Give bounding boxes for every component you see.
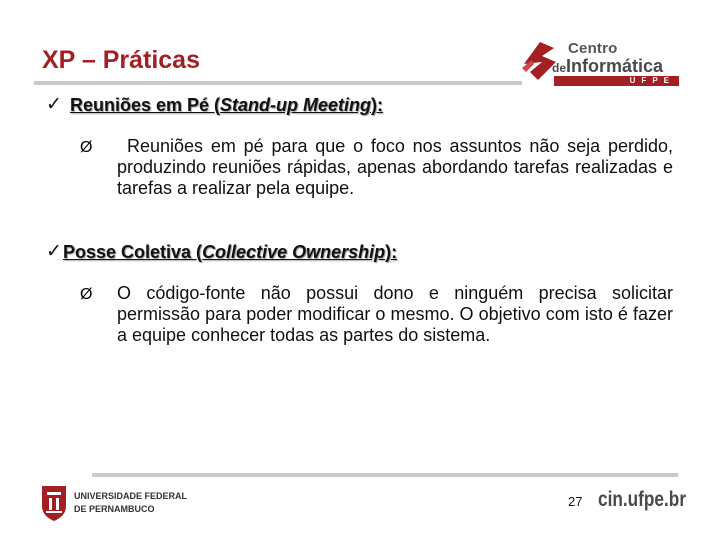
cin-logo-prefix: de [552,61,567,75]
heading-prefix: Posse Coletiva ( [63,242,203,262]
checkmark-icon: ✓ [46,241,62,262]
arrow-bullet-icon: Ø [80,286,93,303]
ufpe-line1: UNIVERSIDADE FEDERAL [74,491,188,501]
arrow-bullet-icon: Ø [80,139,93,156]
site-url: cin.ufpe.br [598,488,687,511]
heading-ownership-text [63,242,397,263]
heading-standup-text [70,95,383,116]
heading-italic: Stand-up Meeting [220,95,372,115]
cin-logo-main: Informática [566,56,664,76]
heading-suffix: ): [371,95,384,115]
standup-description: Reuniões em pé para que o foco nos assuntos não seja perdido, produzindo reuniões rápidas, apenas abordando tarefas realizadas e tarefas a realizar pela equipe. [117,136,673,198]
ownership-description: O código-fonte não possui dono e ninguém precisa solicitar permissão para poder modificar o mesmo. O objetivo com isto é fazer a equipe conhecer todas as partes do sistema. [117,283,673,345]
ufpe-name [74,490,187,516]
centro-de-informatica-logo [520,34,690,84]
footer-divider [92,473,678,477]
title-divider [34,81,522,85]
ufpe-logo [40,482,188,526]
ufpe-crest-icon [40,482,68,522]
page-number: 27 [568,494,583,509]
heading-prefix: Reuniões em Pé ( [70,95,221,115]
heading-suffix: ): [385,242,398,262]
cin-logo-bar: UFPE [554,76,679,86]
cin-logo-line2 [552,56,663,77]
slide-title: XP – Práticas [42,46,200,74]
checkmark-icon: ✓ [46,94,62,115]
cin-logo-line1: Centro [568,40,618,57]
heading-italic: Collective Ownership [202,242,386,262]
ufpe-line2: DE PERNAMBUCO [74,504,155,514]
